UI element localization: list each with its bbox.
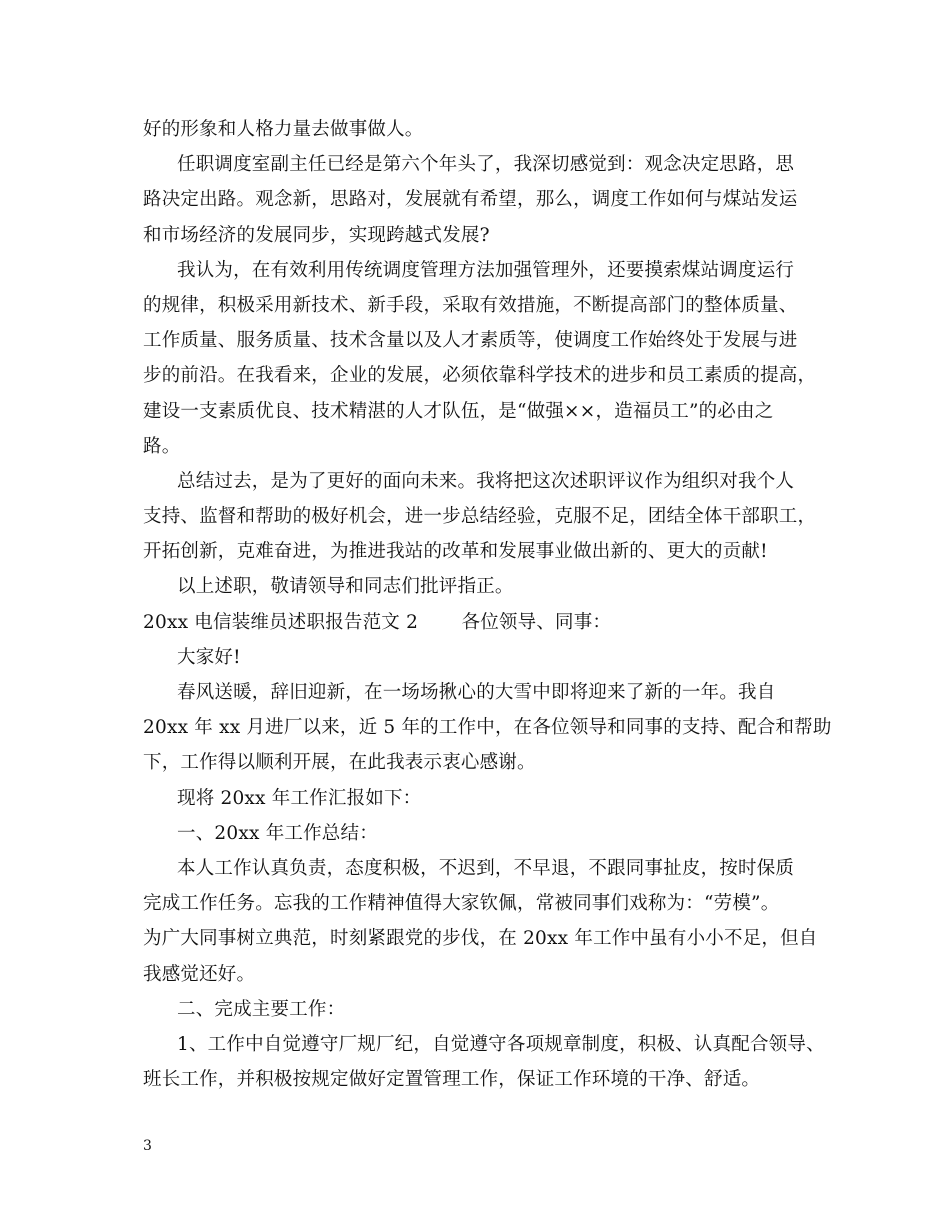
text-line: 我感觉还好。 <box>143 963 256 985</box>
text-line: 20xx 年 xx 月进厂以来，近 5 年的工作中，在各位领导和同事的支持、配合和帮助 <box>143 717 832 739</box>
text-line: 以上述职，敬请领导和同志们批评指正。 <box>177 576 514 598</box>
text-line: 春风送暖，辞旧迎新，在一场场揪心的大雪中即将迎来了新的一年。我自 <box>177 682 776 703</box>
text-line: 开拓创新，克难奋进，为推进我站的改革和发展事业做出新的、更大的贡献! <box>143 541 768 563</box>
text-line: 和市场经济的发展同步，实现跨越式发展? <box>143 224 490 246</box>
text-line: 为广大同事树立典范，时刻紧跟党的步伐，在 20xx 年工作中虽有小小不足，但自 <box>143 928 818 950</box>
text-line: 班长工作，并积极按规定做好定置管理工作，保证工作环境的干净、舒适。 <box>143 1069 761 1091</box>
text-line: 20xx 电信装维员述职报告范文 2 各位领导、同事： <box>143 611 612 633</box>
text-line: 建设一支素质优良、技术精湛的人才队伍，是“做强××，造福员工”的必由之 <box>143 400 774 422</box>
text-line: 我认为，在有效利用传统调度管理方法加强管理外，还要摸索煤站调度运行 <box>177 259 795 281</box>
text-line: 步的前沿。在我看来，企业的发展，必须依靠科学技术的进步和员工素质的提高， <box>143 365 817 387</box>
text-line: 大家好! <box>177 646 241 668</box>
text-line: 现将 20xx 年工作汇报如下： <box>177 787 422 809</box>
text-line: 路。 <box>143 435 181 457</box>
text-line: 1、工作中自觉遵守厂规厂纪，自觉遵守各项规章制度，积极、认真配合领导、 <box>177 1033 825 1055</box>
text-line: 任职调度室副主任已经是第六个年头了，我深切感觉到：观念决定思路，思 <box>177 154 795 176</box>
text-line: 二、完成主要工作： <box>177 998 346 1020</box>
text-line: 一、20xx 年工作总结： <box>177 822 378 844</box>
text-line: 支持、监督和帮助的极好机会，进一步总结经验，克服不足，团结全体干部职工， <box>143 506 817 528</box>
text-line: 总结过去，是为了更好的面向未来。我将把这次述职评议作为组织对我个人 <box>177 470 795 492</box>
text-line: 完成工作任务。忘我的工作精神值得大家钦佩，常被同事们戏称为：“劳模”。 <box>143 893 780 915</box>
text-line: 本人工作认真负责，态度积极，不迟到，不早退，不跟同事扯皮，按时保质 <box>177 857 795 879</box>
text-line: 的规律，积极采用新技术、新手段，采取有效措施，不断提高部门的整体质量、 <box>143 294 798 316</box>
page-number: 3 <box>143 1138 152 1154</box>
text-line: 工作质量、服务质量、技术含量以及人才素质等，使调度工作始终处于发展与进 <box>143 330 798 352</box>
text-line: 下，工作得以顺利开展，在此我表示衷心感谢。 <box>143 752 536 774</box>
text-line: 好的形象和人格力量去做事做人。 <box>143 119 424 140</box>
text-line: 路决定出路。观念新，思路对，发展就有希望，那么，调度工作如何与煤站发运 <box>143 189 798 211</box>
body-text <box>143 112 833 1097</box>
